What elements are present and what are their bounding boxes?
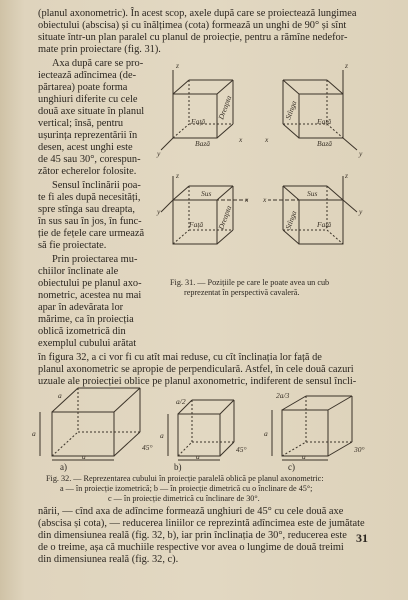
text-line: unghiuri diferite cu cele bbox=[38, 94, 138, 105]
dim-label: a bbox=[264, 429, 268, 438]
axis-label: z bbox=[176, 171, 179, 180]
face-label: Față bbox=[189, 220, 204, 229]
text-line: ușurința reprezentării în bbox=[38, 130, 138, 141]
axis-label: z bbox=[176, 62, 179, 70]
cube-4 bbox=[268, 176, 357, 244]
text-line: din dimensiunea reală (fig. 32, c). bbox=[38, 554, 179, 565]
text-line: Axa după care se pro- bbox=[52, 58, 144, 69]
sub-label-c: c) bbox=[288, 462, 295, 472]
dim-label: a bbox=[58, 391, 62, 400]
face-label: Stînga bbox=[283, 99, 299, 121]
dim-label: a bbox=[302, 452, 306, 461]
face-label: Bază bbox=[317, 139, 332, 148]
face-label: Bază bbox=[195, 139, 210, 148]
face-label: Stînga bbox=[283, 209, 299, 231]
figure-32-caption: Fig. 32. — Reprezentarea cubului în proiecție paralelă oblică pe planul axonometric: bbox=[46, 474, 324, 483]
face-label: Sus bbox=[201, 189, 212, 198]
sub-label-a: a) bbox=[60, 462, 67, 472]
page-number: 31 bbox=[356, 531, 368, 545]
text-line: în figura 32, a ci vor fi cu atît mai reduse, cu cît înclinația lor față de bbox=[38, 352, 322, 363]
text-line: nării, — cînd axa de adîncime formează unghiuri de 45° cu cele două axe bbox=[38, 506, 344, 517]
figure-32-caption: a — în proiecție izometrică; b — în proiecție dimetrică cu o înclinare de 45°; bbox=[60, 484, 313, 493]
dim-label: 45° bbox=[142, 443, 153, 452]
text-line: oblică izometrică din bbox=[38, 326, 126, 337]
axis-label: x bbox=[245, 195, 249, 204]
figure-32 bbox=[30, 384, 375, 462]
text-line: ție de fețele care urmează bbox=[38, 228, 145, 239]
text-line: te fi ales după necesități, bbox=[38, 192, 141, 203]
dim-label: a bbox=[196, 452, 200, 461]
dim-label: a bbox=[160, 431, 164, 440]
text-line: în sus sau în jos, în func- bbox=[38, 216, 142, 227]
text-line: mate prin proiectare (fig. 31). bbox=[38, 44, 161, 55]
text-line: de 45 sau 30°, corespun- bbox=[38, 154, 141, 165]
axis-label: y bbox=[157, 149, 161, 158]
text-line: uzuale ale proiecției oblice pe planul axonometric, indiferent de sensul încli- bbox=[38, 376, 357, 387]
dim-label: a/2 bbox=[176, 397, 186, 406]
text-line: (abscisa și cota), — reducerea liniilor ce reprezintă adîncimea este de jumătate bbox=[38, 518, 365, 529]
face-label: Sus bbox=[307, 189, 318, 198]
text-line: Prin proiectarea mu- bbox=[52, 254, 138, 265]
text-line: desen, acest unghi este bbox=[38, 142, 133, 153]
text-line: Sensul înclinării poa- bbox=[52, 180, 141, 191]
text-line: chiilor înclinate ale bbox=[38, 266, 119, 277]
text-line: planul axonometric se apropie de perpendiculară. Astfel, în cele două cazuri bbox=[38, 364, 354, 375]
cube-c bbox=[272, 396, 352, 460]
text-line: iectează adîncimea (de- bbox=[38, 70, 137, 81]
text-line: două axe situate în planul bbox=[38, 106, 145, 117]
axis-label: y bbox=[157, 207, 161, 216]
text-line: nometric, acestea nu mai bbox=[38, 290, 142, 301]
axis-label: x bbox=[263, 195, 267, 204]
text-line: apar în adevărata lor bbox=[38, 302, 124, 313]
axis-label: x bbox=[239, 135, 243, 144]
dim-label: 2a/3 bbox=[276, 391, 290, 400]
figure-31-caption: Fig. 31. — Pozițiile pe care le poate avea un cub bbox=[170, 278, 330, 287]
text-line: obiectului pe planul axo- bbox=[38, 278, 142, 289]
dim-label: a bbox=[32, 429, 36, 438]
text-line: să fie proiectate. bbox=[38, 240, 107, 251]
face-label: Față bbox=[317, 117, 332, 126]
text-line: exemplul cubului arătat bbox=[38, 338, 137, 349]
face-label: Față bbox=[191, 117, 206, 126]
cube-3 bbox=[161, 176, 248, 244]
text-line: mărime, ca în proiecția bbox=[38, 314, 134, 325]
dim-label: a bbox=[82, 452, 86, 461]
face-label: Dreapta bbox=[216, 94, 234, 121]
text-line: situate într-un plan paralel cu planul de proiecție, pentru a rămîne nedefor- bbox=[38, 32, 348, 43]
dim-label: 45° bbox=[236, 445, 247, 454]
axis-label: z bbox=[345, 62, 348, 70]
dim-label: 30° bbox=[354, 445, 365, 454]
figure-32-caption: c — în proiecție dimetrică cu înclinare de 30°. bbox=[108, 494, 260, 503]
face-label: Față bbox=[317, 220, 332, 229]
text-line: vertical; însă, pentru bbox=[38, 118, 124, 129]
axis-label: x bbox=[265, 135, 269, 144]
text-line: zător echerelor folosite. bbox=[38, 166, 137, 177]
text-line: părtarea) poate forma bbox=[38, 82, 128, 93]
text-line: spre stînga sau dreapta, bbox=[38, 204, 135, 215]
text-line: din dimensiunea reală (fig. 32, b), iar prin înclinația de 30°, reducerea este bbox=[38, 530, 347, 541]
text-line: (planul axonometric). În acest scop, axele după care se proiectează lungimea bbox=[38, 8, 357, 19]
text-line: de o treime, așa că muchiile respective vor avea o lungime de două treimi bbox=[38, 542, 344, 553]
axis-label: y bbox=[359, 207, 363, 216]
axis-label: z bbox=[345, 171, 348, 180]
cube-b bbox=[168, 400, 234, 460]
figure-31-caption: reprezentat în perspectivă cavaleră. bbox=[184, 288, 300, 297]
figure-31 bbox=[155, 62, 380, 274]
cube-a bbox=[40, 388, 140, 460]
text-line: obiectului (abscisa) și cu înălțimea (cota) formează un unghi de 90° și sînt bbox=[38, 20, 347, 31]
face-label: Dreapta bbox=[216, 204, 234, 231]
sub-label-b: b) bbox=[174, 462, 182, 472]
axis-label: y bbox=[359, 149, 363, 158]
